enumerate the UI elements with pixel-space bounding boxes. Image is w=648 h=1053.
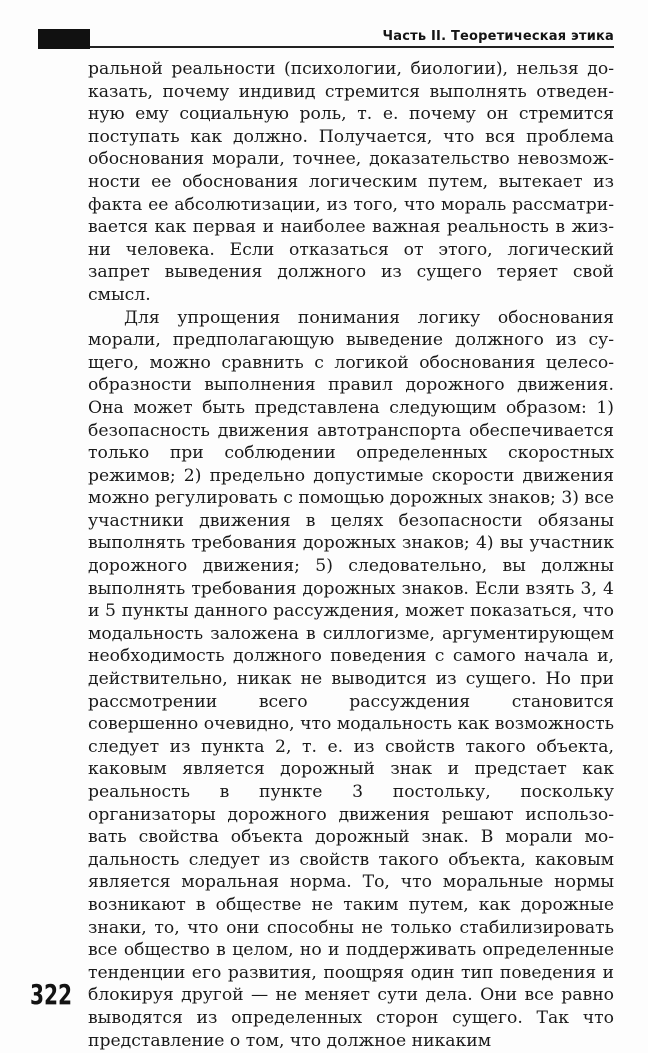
running-head: Часть II. Теоретическая этика: [382, 29, 614, 44]
body-text: [88, 58, 614, 1052]
paragraph-1: ральной реальности (психологии, биологии), нельзя доказать, почему индивид стремится выполнять отведенную ему социальную роль, т. е. почему он стремится поступать как должно. Получается, что вся проблема обоснования морали, точнее, доказательство невозможности ее обоснования логическим путем, вытекает из факта ее абсолютизации, из того, что мораль рассматривается как первая и наиболее важная реальность в жизни человека. Если отказаться от этого, логический запрет выведения должного из сущего теряет свой смысл.: [88, 59, 614, 305]
paragraph-2: Для упрощения понимания логику обоснования морали, предполагающую выведение должного из сущего, можно сравнить с логикой обоснования целесообразности выполнения правил дорожного движения. Она может быть представлена следующим образом: 1) безопасность движения автотранспорта обеспечивается только при соблюдении определенных скоростных режимов; 2) предельно допустимые скорости движения можно регулировать с помощью дорожных знаков; 3) все участники движения в целях безопасности обязаны выполнять требования дорожных знаков; 4) вы участник дорожного движения; 5) следовательно, вы должны выполнять требования дорожных знаков. Если взять 3, 4 и 5 пункты данного рассуждения, может показаться, что модальность заложена в силлогизме, аргументирующем необходимость должного поведения с самого начала и, действительно, никак не выводится из сущего. Но при рассмотрении всего рассуждения становится совершенно очевидно, что модальность как возможность следует из пункта 2, т. е. из свойств такого объекта, каковым является дорожный знак и предстает как реальность в пункте 3 постольку, поскольку организаторы дорожного движения решают использовать свойства объекта дорожный знак. В морали модальность следует из свойств такого объекта, каковым является моральная норма. То, что моральные нормы возникают в обществе не таким путем, как дорожные знаки, то, что они способны не только стабилизировать все общество в целом, но и поддерживать определенные тенденции его развития, поощряя один тип поведения и блокируя другой — не меняет сути дела. Они все равно выводятся из определенных сторон сущего. Так что представление о том, что должное никаким: [88, 307, 614, 1051]
header-black-tab: [38, 29, 90, 49]
page-number: 322: [30, 978, 73, 1011]
